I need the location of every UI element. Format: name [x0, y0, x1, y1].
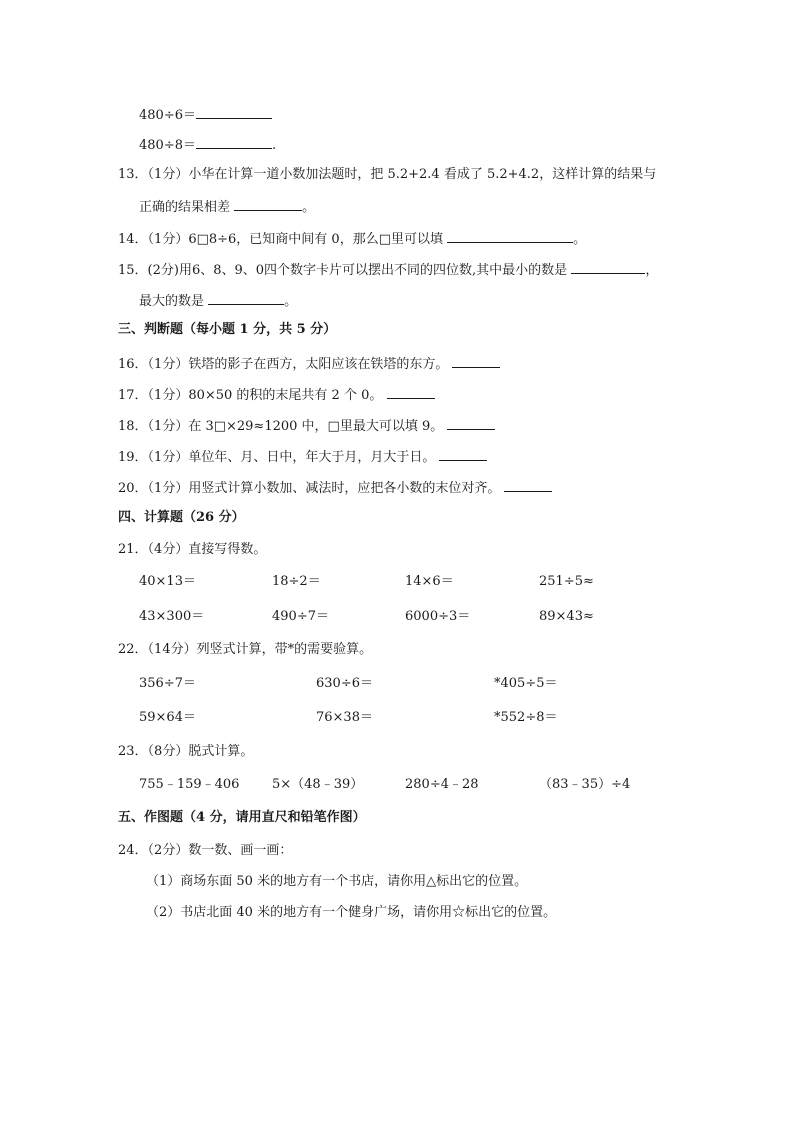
q21-title: 21．（4分）直接写得数。 [118, 542, 267, 557]
q22-title: 22．（14分）列竖式计算，带*的需要验算。 [118, 642, 373, 657]
q24-part-2: （2）书店北面 40 米的地方有一个健身广场，请你用☆标出它的位置。 [146, 905, 557, 920]
q15-line-2: 最大的数是 。 [139, 290, 297, 312]
q24-part-1: （1）商场东面 50 米的地方有一个书店，请你用△标出它的位置。 [146, 874, 528, 889]
q19: 19．（1分）单位年、月、日中，年大于月，月大于日。 [118, 446, 487, 468]
q22-item: 76×38＝ [316, 710, 373, 725]
q14: 14．（1分）6□8÷6，已知商中间有 0，那么□里可以填 。 [118, 228, 586, 250]
q21-item: 251÷5≈ [539, 574, 594, 589]
q15-line-1: 15．(2分)用6、8、9、0四个数字卡片可以摆出不同的四位数,其中最小的数是 ， [118, 259, 658, 281]
q18: 18．（1分）在 3□×29≈1200 中，□里最大可以填 9。 [118, 415, 495, 437]
answer-blank[interactable] [234, 196, 302, 211]
answer-blank[interactable] [504, 477, 552, 492]
q22-item: *405÷5＝ [494, 676, 558, 691]
q23-item: （83﹣35）÷4 [539, 777, 631, 792]
q22-item: 59×64＝ [139, 710, 196, 725]
q21-item: 40×13＝ [139, 574, 196, 589]
section-4-heading: 四、计算题（26 分） [118, 510, 245, 525]
q21-item: 43×300＝ [139, 609, 205, 624]
section-3-heading: 三、判断题（每小题 1 分，共 5 分） [118, 322, 337, 337]
answer-blank[interactable] [447, 228, 573, 243]
answer-blank[interactable] [452, 353, 500, 368]
q23-title: 23．（8分）脱式计算。 [118, 744, 254, 759]
q16: 16．（1分）铁塔的影子在西方，太阳应该在铁塔的东方。 [118, 353, 500, 375]
q21-item: 6000÷3＝ [405, 609, 471, 624]
answer-blank[interactable] [387, 384, 435, 399]
q17: 17．（1分）80×50 的积的末尾共有 2 个 0。 [118, 384, 435, 406]
q21-item: 89×43≈ [539, 609, 594, 624]
q12-line-4: 480÷8＝ . [139, 134, 276, 156]
q23-item: 280÷4﹣28 [405, 777, 479, 792]
q22-item: *552÷8＝ [494, 710, 558, 725]
answer-blank[interactable] [208, 290, 284, 305]
answer-blank[interactable] [447, 415, 495, 430]
q23-item: 5×（48﹣39） [272, 777, 364, 792]
q24-title: 24．（2分）数一数、画一画： [118, 843, 293, 858]
q21-item: 14×6＝ [405, 574, 454, 589]
section-5-heading: 五、作图题（4 分，请用直尺和铅笔作图） [118, 810, 366, 825]
answer-blank[interactable] [196, 104, 272, 119]
q21-item: 18÷2＝ [272, 574, 321, 589]
answer-blank[interactable] [196, 134, 272, 149]
q22-item: 356÷7＝ [139, 676, 196, 691]
q23-item: 755﹣159﹣406 [139, 777, 240, 792]
q12-line-3: 480÷6＝ [139, 104, 272, 126]
answer-blank[interactable] [571, 259, 645, 274]
q13-line-2: 正确的结果相差 。 [139, 196, 315, 218]
q13-line-1: 13．（1分）小华在计算一道小数加法题时，把 5.2+2.4 看成了 5.2+4.2，这样计算的结果与 [118, 167, 657, 182]
q22-item: 630÷6＝ [316, 676, 373, 691]
answer-blank[interactable] [439, 446, 487, 461]
q20: 20．（1分）用竖式计算小数加、减法时，应把各小数的末位对齐。 [118, 477, 552, 499]
q21-item: 490÷7＝ [272, 609, 329, 624]
